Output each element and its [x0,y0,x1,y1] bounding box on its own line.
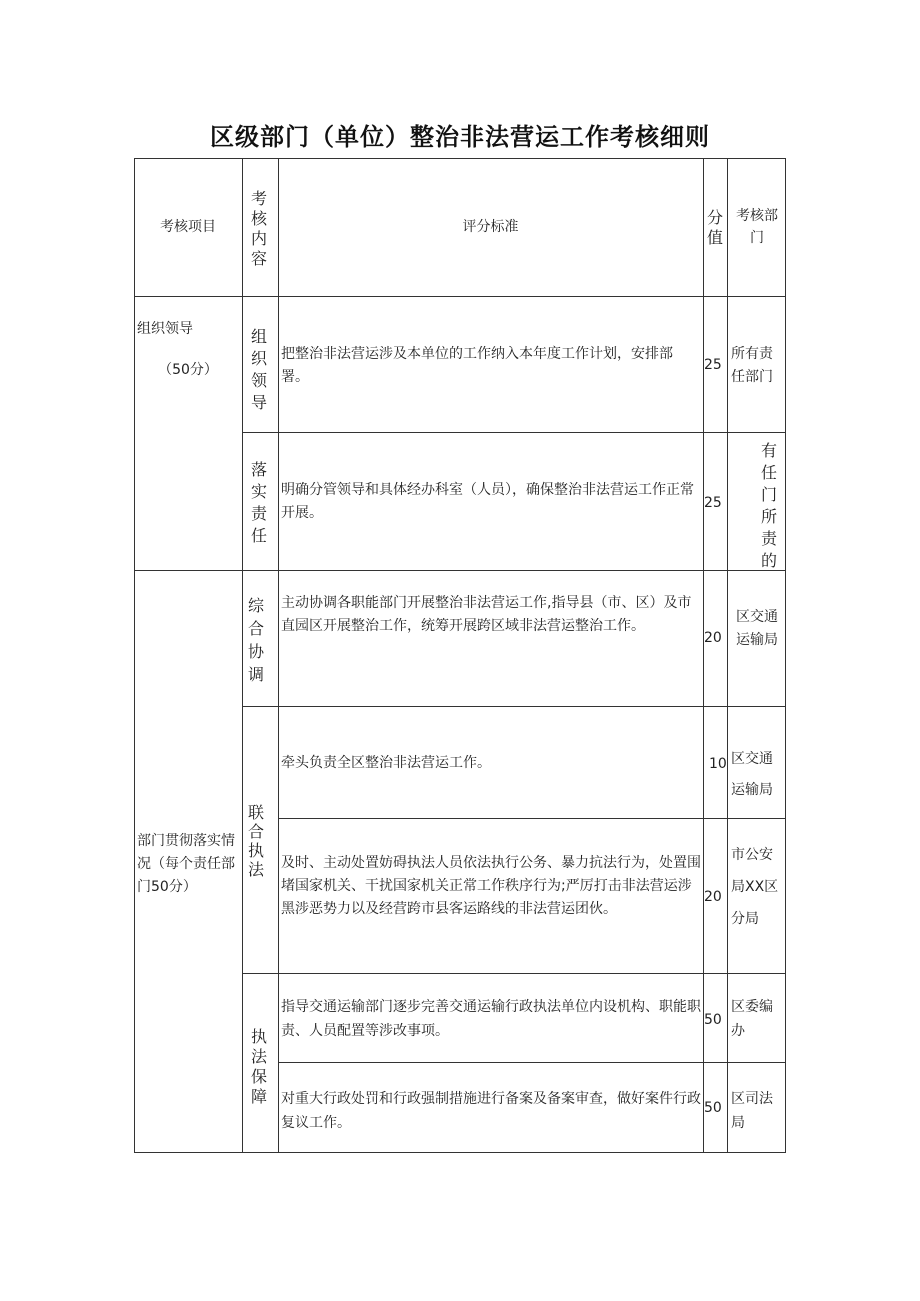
row-score: 10 [709,756,727,772]
header-project: 考核项目 [160,219,216,235]
row-content: 联合执法 [247,803,264,879]
row-dept: 区司法局 [731,1091,773,1131]
row-score: 20 [704,889,722,905]
row-standard: 主动协调各职能部门开展整治非法营运工作,指导县（市、区）及市直园区开展整治工作，统筹开展跨区域非法营运整治工作。 [281,595,692,634]
section-score-org: （50分） [158,362,218,378]
row-score: 25 [704,495,722,511]
row-dept: 区委编办 [731,999,773,1039]
row-content: 综合协调 [247,596,264,684]
row-standard: 及时、主动处置妨碍执法人员依法执行公务、暴力抗法行为，处置围堵国家机关、干扰国家机关正常工作秩序行为;严厉打击非法营运涉黑涉恶势力以及经营跨市县客运路线的非法营运团伙。 [281,855,701,917]
section-name-org: 组织领导 [137,321,193,337]
page-title: 区级部门（单位）整治非法营运工作考核细则 [210,123,710,151]
row-dept: 区交通运输局 [731,751,773,798]
section-name-dept: 部门贯彻落实情况（每个责任部门50分） [137,833,235,895]
header-score: 分值 [706,208,723,247]
row-standard: 牵头负责全区整治非法营运工作。 [281,755,491,771]
row-score: 25 [704,357,722,373]
row-score: 50 [704,1012,722,1028]
row-dept: 区交通运输局 [736,609,778,648]
row-score: 20 [704,630,722,646]
row-standard: 指导交通运输部门逐步完善交通运输行政执法单位内设机构、职能职责、人员配置等涉改事项。 [281,999,701,1039]
row-standard: 对重大行政处罚和行政强制措施进行备案及备案审查，做好案件行政复议工作。 [281,1091,701,1131]
row-standard: 把整治非法营运涉及本单位的工作纳入本年度工作计划，安排部署。 [281,346,673,385]
row-content: 落实责任 [250,460,267,545]
header-standard: 评分标准 [462,219,519,235]
header-content: 考核内容 [250,189,267,268]
row-dept: 有任门所责的 [761,441,778,570]
row-dept: 所有责任部门 [731,346,773,385]
row-content: 执法保障 [250,1027,267,1106]
row-score: 50 [704,1100,722,1116]
row-dept: 市公安局XX区分局 [731,847,779,927]
row-standard: 明确分管领导和具体经办科室（人员），确保整治非法营运工作正常开展。 [281,482,694,521]
row-content: 组织领导 [250,327,267,412]
header-dept: 考核部门 [736,208,778,246]
